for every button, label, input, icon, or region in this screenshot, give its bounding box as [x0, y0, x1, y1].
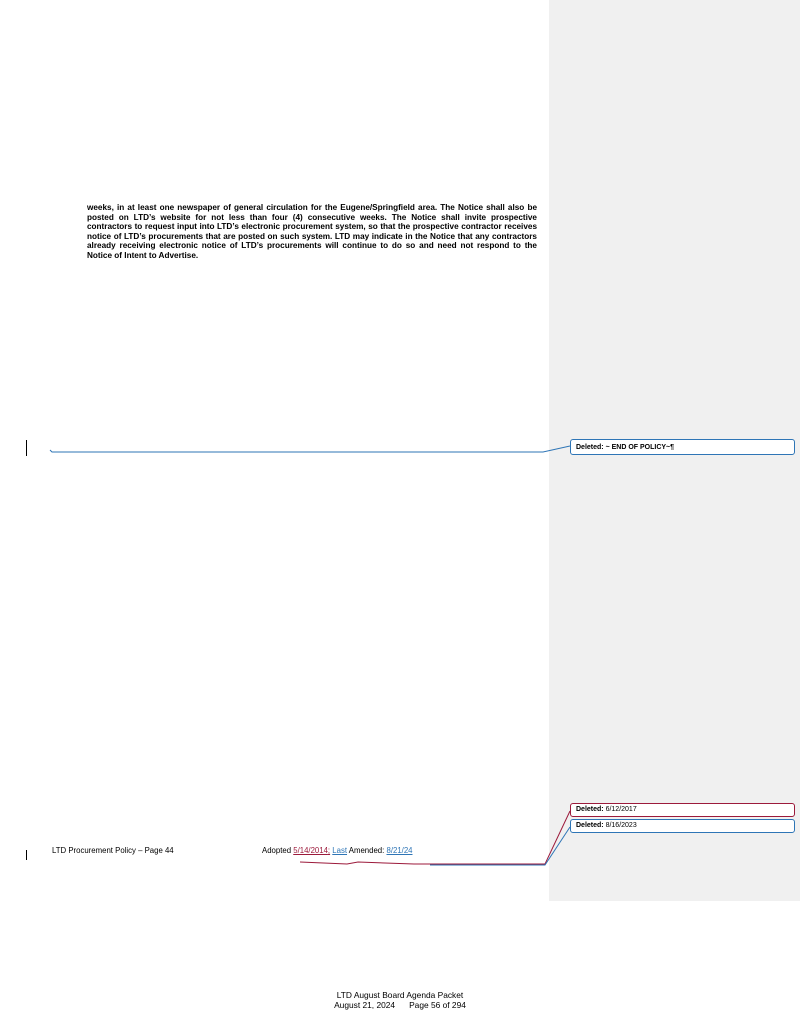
page-footer-label: LTD Procurement Policy – Page 44: [52, 846, 174, 855]
inserted-amended-date: 8/21/24: [386, 846, 413, 855]
date1-leader-line: [300, 811, 570, 864]
comment-text: 8/16/2023: [605, 822, 637, 829]
inserted-last: Last: [332, 846, 348, 855]
inserted-separator: ;: [327, 846, 331, 855]
change-bar: [26, 850, 27, 860]
footer-adopted-line: [262, 846, 413, 855]
comment-balloon-deleted-date[interactable]: [570, 803, 795, 817]
comment-text: Deleted:: [576, 444, 604, 451]
packet-page-number: Page 56 of 294: [409, 1000, 466, 1010]
packet-footer: [0, 990, 800, 1010]
comment-label: Deleted:: [576, 806, 604, 813]
adopted-label: Adopted: [262, 846, 292, 855]
comment-balloon-deleted-date[interactable]: [570, 819, 795, 833]
packet-title: LTD August Board Agenda Packet: [336, 990, 464, 1000]
body-paragraph: weeks, in at least one newspaper of general circulation for the Eugene/Springfield area. The Notice shall also be posted on LTD’s website for not less than four (4) consecutive weeks. The Notice shall invite prospective contractors to request input into LTD’s electronic procurement system, so that the prospective contractor receives notice of LTD’s procurements that are posted on such system. LTD may indicate in the Notice that any contractors already receiving electronic notice of LTD’s procurements will continue to do so and need not respond to the Notice of Intent to Advertise.: [87, 203, 537, 260]
comment-label: Deleted:: [576, 822, 604, 829]
packet-date: August 21, 2024: [334, 1000, 396, 1010]
comment-text: ~ END OF POLICY~¶: [605, 444, 675, 451]
inserted-adopted-date: 5/14/2014: [293, 846, 328, 855]
policy-leader-line: [50, 446, 570, 452]
amended-label: Amended:: [348, 846, 385, 855]
comment-balloon-end-of-policy[interactable]: [570, 439, 795, 455]
change-bar: [26, 440, 27, 456]
comment-text: 6/12/2017: [605, 806, 637, 813]
